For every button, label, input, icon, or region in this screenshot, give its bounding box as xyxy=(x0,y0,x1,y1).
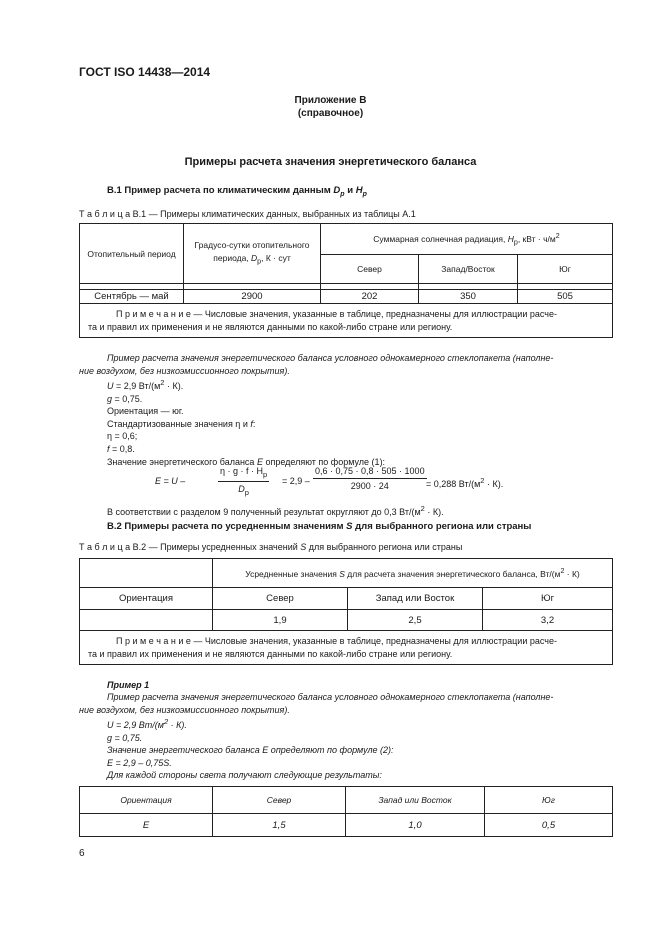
table3-cell-westeast: 1,0 xyxy=(408,819,422,831)
table3-cell-orientation: E xyxy=(142,819,150,831)
table2-cell-westeast: 2,5 xyxy=(348,610,483,631)
table2-header-orientation: Ориентация xyxy=(80,588,213,610)
table3-header-south: Юг xyxy=(542,795,555,805)
table1-header-westeast: Запад/Восток xyxy=(419,255,518,284)
table1-header-south: Юг xyxy=(518,255,613,284)
example2-title: Пример 1 xyxy=(107,680,150,690)
example2-params: U = 2,9 $Вт/(м^2 \cdot К)$. g = 0,75. Значение энергетического баланса E определяют по формуле (2): E = 2,9 – 0,75S. Для каждой стороны света получают следующие результаты: xyxy=(107,717,394,781)
page-number: 6 xyxy=(79,848,85,859)
table3 xyxy=(79,786,613,837)
table3-header-orientation: Ориентация xyxy=(120,795,172,805)
table-row xyxy=(80,814,613,837)
table1-header-north: Север xyxy=(321,255,419,284)
table2 xyxy=(79,558,613,665)
appendix-title: Приложение В xyxy=(294,95,367,106)
table3-cell-south: 0,5 xyxy=(541,819,556,831)
formula-1: E = U – $\frac{\eta \cdot g \cdot f \cdot H_p}{D_p}$ = 2,9 – $\frac{0,6 \cdot 0,75 \cdot 0,8 \cdot 505 \cdot 1000}{2900 \cdot 24}$ = 0,288 $Вт/(м^2 \cdot К)$. xyxy=(155,466,504,497)
table2-header-north: Север xyxy=(213,588,348,610)
table2-header-empty xyxy=(80,559,213,588)
example1-intro: Пример расчета значения энергетического баланса условного однокамерного стеклопакета (наполне- ние воздухом, без низкоэмиссионного покрытия). xyxy=(79,353,554,376)
table2-cell-north: 1,9 xyxy=(213,610,348,631)
table2-note: П р и м е ч а н и е — Числовые значения, указанные в таблице, предназначены для иллюстрации расче- та и правил их применения и не являются данными по какой-либо стране или региону. xyxy=(80,631,613,665)
table2-cell-orientation xyxy=(80,610,213,631)
table1-cell-north: 202 xyxy=(321,290,419,304)
table-row xyxy=(80,610,613,631)
table1-note: П р и м е ч а н и е — Числовые значения, указанные в таблице, предназначены для иллюстрации расче- та и правил их применения и не являются данными по какой-либо стране или региону. xyxy=(80,304,613,338)
example2-intro: Пример расчета значения энергетического баланса условного однокамерного стеклопакета (наполне- ние воздухом, без низкоэмиссионного покрытия). xyxy=(79,692,554,715)
table-row xyxy=(80,290,613,304)
table1 xyxy=(79,223,613,338)
table2-header-values: Усредненные значения S для расчета значения энергетического баланса, $Вт/(м^2 \cdot К)$ xyxy=(213,559,613,588)
table1-cell-period: Сентябрь — май xyxy=(80,290,184,304)
section-b2-heading: В.2 Примеры расчета по усредненным значениям S для выбранного региона или страны xyxy=(107,521,532,532)
main-title: Примеры расчета значения энергетического баланса xyxy=(184,156,477,168)
table1-header-solar: Суммарная солнечная радиация, $H_p$, кВт · $ч/м^2$ xyxy=(321,224,613,255)
standard-header: ГОСТ ISO 14438—2014 xyxy=(79,65,211,79)
table2-header-westeast: Запад или Восток xyxy=(348,588,483,610)
table2-caption: Т а б л и ц а В.2 — Примеры усредненных значений S для выбранного региона или страны xyxy=(79,542,463,552)
table1-header-degree: Градусо-сутки отопительного периода, $D_p$, К · сут xyxy=(184,224,321,284)
table3-header-north: Север xyxy=(266,795,292,805)
table3-header-westeast: Запад или Восток xyxy=(378,795,452,805)
table2-header-south: Юг xyxy=(483,588,613,610)
appendix-subtitle: (справочное) xyxy=(297,108,364,119)
table1-cell-westeast: 350 xyxy=(419,290,518,304)
table3-cell-north: 1,5 xyxy=(272,819,286,831)
table1-header-period: Отопительный период xyxy=(80,224,184,284)
table1-cell-degree: 2900 xyxy=(184,290,321,304)
table1-cell-south: 505 xyxy=(518,290,613,304)
table2-cell-south: 3,2 xyxy=(483,610,613,631)
section-b1-heading: В.1 Пример расчета по климатическим данным $D_p$ и $H_p$ xyxy=(107,185,367,198)
example1-params: U = 2,9 $Вт/(м^2 \cdot К)$. g = 0,75. Ориентация — юг. Стандартизованные значения η и f: η = 0,6; f = 0,8. Значение энергетического баланса E определяют по формуле (1): xyxy=(107,378,386,467)
table1-caption: Т а б л и ц а В.1 — Примеры климатических данных, выбранных из таблицы А.1 xyxy=(79,209,416,219)
example1-result: В соответствии с разделом 9 полученный результат округляют до 0,3 $Вт/(м^2 \cdot К)$. xyxy=(107,504,444,517)
